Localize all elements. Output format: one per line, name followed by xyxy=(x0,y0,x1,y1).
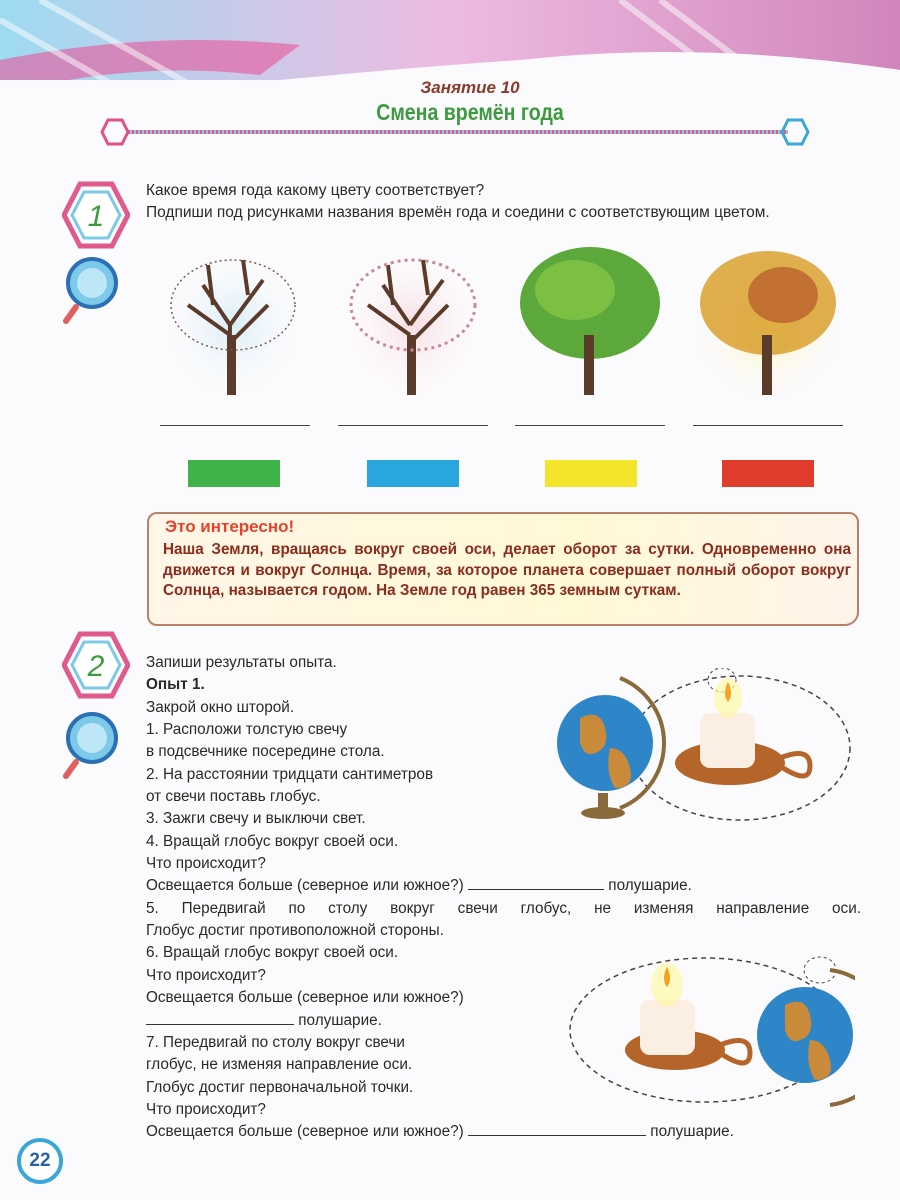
text-line: Закрой окно шторой. xyxy=(146,698,295,716)
season-answer-line[interactable] xyxy=(160,425,310,426)
season-answer-line[interactable] xyxy=(338,425,488,426)
text-line: 4. Вращай глобус вокруг своей оси. xyxy=(146,832,399,850)
svg-text:2: 2 xyxy=(87,650,105,683)
text-line: полушарие. xyxy=(298,1011,382,1029)
svg-text:1: 1 xyxy=(87,200,105,233)
page-title: Смена времён года xyxy=(376,99,564,125)
hexagon-icon xyxy=(100,118,130,146)
globe-candle-illustration-2 xyxy=(565,945,855,1115)
text-line: Что происходит? xyxy=(146,855,266,873)
text-line: Что происходит? xyxy=(146,966,266,984)
answer-blank[interactable] xyxy=(468,876,604,890)
text-line: Освещается больше (северное или южное?) xyxy=(146,989,464,1007)
lesson-number: Занятие 10 xyxy=(420,78,520,97)
color-swatch-green[interactable] xyxy=(188,460,280,487)
color-swatch-red[interactable] xyxy=(722,460,814,487)
tree-summer xyxy=(520,247,660,395)
text-line: от свечи поставь глобус. xyxy=(146,788,321,806)
task1-question: Какое время года какому цвету соответствует? xyxy=(146,182,485,199)
magnifier-icon xyxy=(62,255,122,325)
text-line: 1. Расположи толстую свечу xyxy=(146,721,348,739)
color-swatch-blue[interactable] xyxy=(367,460,459,487)
season-answer-line[interactable] xyxy=(693,425,843,426)
season-answer-line[interactable] xyxy=(515,425,665,426)
color-swatch-yellow[interactable] xyxy=(545,460,637,487)
text-line: Что происходит? xyxy=(146,1100,266,1118)
text-line: Освещается больше (северное или южное?) xyxy=(146,1123,464,1141)
text-line: 7. Передвигай по столу вокруг свечи xyxy=(146,1033,405,1051)
decorative-banner xyxy=(0,0,900,80)
globe-candle-illustration-1 xyxy=(550,668,855,828)
seasons-trees xyxy=(150,245,840,415)
text-line: Глобус достиг первоначальной точки. xyxy=(146,1078,414,1096)
answer-line-3 xyxy=(146,1121,861,1143)
text-line: 6. Вращай глобус вокруг своей оси. xyxy=(146,944,399,962)
answer-blank[interactable] xyxy=(146,1011,294,1025)
hexagon-icon xyxy=(780,118,810,146)
text-line: 2. На расстоянии тридцати сантиметров xyxy=(146,765,434,783)
magnifier-icon xyxy=(62,710,122,780)
tree-spring xyxy=(338,245,488,405)
text-line: Освещается больше (северное или южное?) xyxy=(146,877,464,895)
fact-text: Наша Земля, вращаясь вокруг своей оси, делает оборот за сутки. Одновременно она движется и вокруг Солнца. Время, за которое планета совершает полный оборот вокруг Солнца, называется годом. На Земле год равен 365 земным суткам. xyxy=(163,541,851,599)
task1-instruction: Подпиши под рисунками названия времён года и соедини с соответствующим цветом. xyxy=(146,204,770,221)
text-line: Запиши результаты опыта. xyxy=(146,654,337,671)
text-line: полушарие. xyxy=(608,877,692,895)
text-line: Глобус достиг противоположной стороны. xyxy=(146,922,444,940)
experiment-title: Опыт 1. xyxy=(146,676,205,694)
tree-autumn xyxy=(688,245,840,405)
task-number-badge xyxy=(62,180,130,250)
task-number-badge xyxy=(62,630,130,700)
text-line: глобус, не изменяя направление оси. xyxy=(146,1056,413,1074)
title-divider xyxy=(128,130,788,134)
answer-line-1 xyxy=(146,875,861,897)
text-line: в подсвечнике посередине стола. xyxy=(146,743,385,761)
fact-title: Это интересно! xyxy=(165,517,295,536)
text-line: 5. Передвигай по столу вокруг свечи глобус, не изменяя направление оси. xyxy=(146,899,861,917)
interesting-fact-box xyxy=(147,512,859,626)
text-line: полушарие. xyxy=(650,1123,734,1141)
text-line: 3. Зажги свечу и выключи свет. xyxy=(146,810,366,828)
answer-blank[interactable] xyxy=(468,1122,646,1136)
tree-winter xyxy=(158,245,308,405)
page-number: 22 xyxy=(17,1138,63,1184)
